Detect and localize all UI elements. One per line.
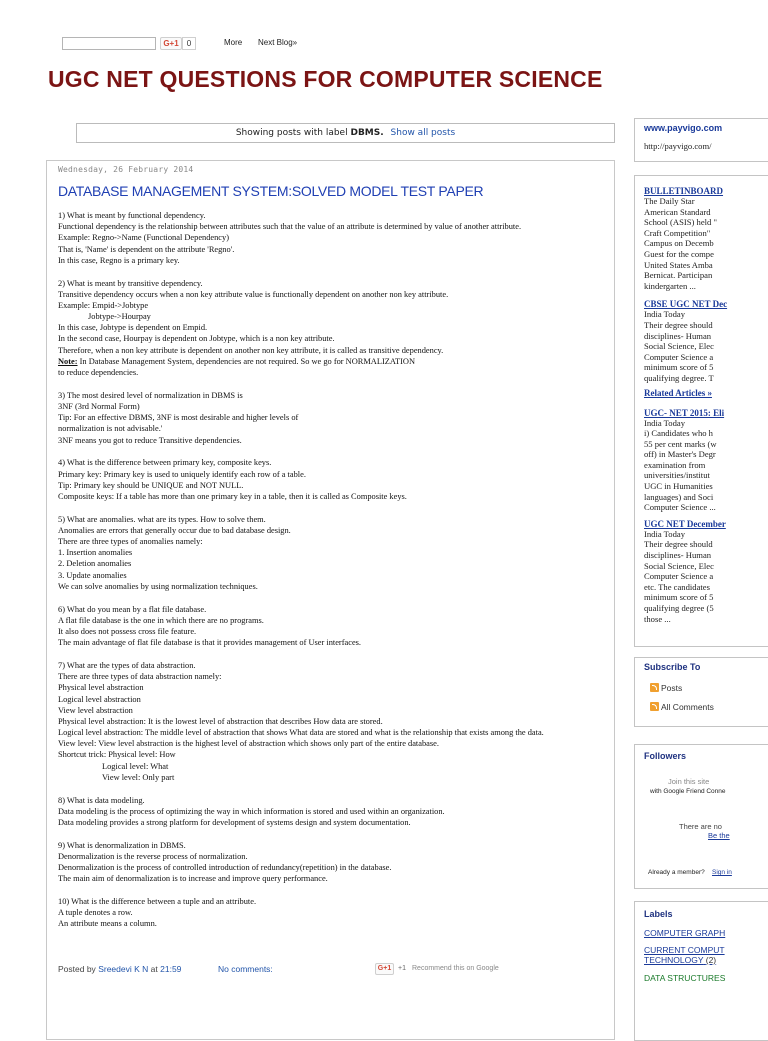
feed-title-link[interactable]: CBSE UGC NET Dec: [644, 299, 728, 310]
feed-line: India Today: [644, 528, 686, 539]
post-line: It also does not possess cross file feature.: [58, 626, 197, 636]
post-line: Denormalization is the reverse process of normalization.: [58, 851, 248, 861]
feed-line: off) in Master's Degr: [644, 449, 716, 460]
ad-title[interactable]: www.payvigo.com: [644, 123, 723, 133]
subscribe-comments[interactable]: [644, 702, 768, 712]
post-line: There are three types of anomalies namely:: [58, 537, 203, 547]
post-gap: [58, 378, 606, 390]
navbar-search-input[interactable]: [62, 37, 156, 50]
post-line: 5) What are anomalies. what are its types. How to solve them.: [58, 514, 266, 524]
post-line: 4) What is the difference between primary key, composite keys.: [58, 458, 272, 468]
post-line: The main advantage of flat file database is that it provides management of User interfaces.: [58, 638, 362, 648]
post-line: Jobtype->Hourpay: [88, 312, 151, 322]
show-all-posts-link[interactable]: Show all posts: [390, 128, 456, 138]
note-label: Note:: [58, 356, 78, 366]
post-time-link[interactable]: 21:59: [160, 964, 182, 974]
feed-line: Their degree should: [644, 539, 713, 550]
post-line: 3NF (3rd Normal Form): [58, 402, 140, 411]
feed-line: Guest for the compe: [644, 248, 714, 259]
subscribe-posts-label: Posts: [661, 683, 683, 693]
feed-title-link[interactable]: UGC NET December: [644, 518, 726, 529]
status-prefix: Showing posts with label: [235, 128, 348, 138]
feed-line: American Standard: [644, 206, 711, 217]
feed-line: those ...: [644, 613, 671, 624]
labels-title: Labels: [644, 909, 673, 919]
post-line: Data modeling is the process of optimizing the way in which information is stored and used within an organization.: [58, 806, 445, 816]
comments-link[interactable]: No comments:: [218, 964, 273, 974]
feed-line: Campus on Decemb: [644, 238, 714, 249]
gplus-button[interactable]: G+1: [160, 37, 182, 50]
post-line: Composite keys: If a table has more than one primary key in a table, then it is called as Composite keys.: [58, 491, 407, 501]
post-line: Data modeling provides a strong platform for development of systems design and system documentation.: [58, 817, 411, 827]
feed-line: etc. The candidates: [644, 581, 710, 592]
label-link[interactable]: COMPUTER GRAPH: [644, 928, 726, 938]
post-line: Functional dependency is the relationship between attributes such that the value of an attribute is determined by value of another attribute.: [58, 222, 522, 232]
feed-line: Their degree should: [644, 319, 713, 330]
post-line: Example: Empid->Jobtype: [58, 300, 149, 310]
followers-join: Join this site: [668, 777, 710, 786]
post-line: In this case, Jobtype is dependent on Empid.: [58, 323, 208, 333]
at-label: at: [150, 964, 158, 974]
feed-line: Social Science, Elec: [644, 341, 714, 352]
ad-widget-content: [644, 123, 768, 152]
subscribe-posts[interactable]: [644, 683, 768, 693]
post-line: Therefore, when a non key attribute is dependent on another non key attribute, it is called as transitive dependency.: [58, 345, 444, 355]
post-line: View level abstraction: [58, 705, 133, 715]
post-date: Wednesday, 26 February 2014: [58, 165, 194, 174]
post-line: 10) What is the difference between a tuple and an attribute.: [58, 897, 257, 907]
feed-line: Computer Science a: [644, 351, 714, 362]
followers-be-first[interactable]: Be the: [708, 831, 730, 840]
author-link[interactable]: Sreedevi K N: [98, 964, 149, 974]
feed-line: kindergarten ...: [644, 280, 696, 291]
post-line: Transitive dependency occurs when a non key attribute value is functionally dependent on another non key attribute.: [58, 289, 449, 299]
feed-line: i) Candidates who h: [644, 428, 713, 439]
post-line: Logical level abstraction: The middle level of abstraction that shows What data are stored and what is the relationship that exists among the data.: [58, 728, 544, 738]
feed-line: examination from: [644, 459, 706, 470]
post-line: 7) What are the types of data abstraction.: [58, 660, 196, 670]
post-line: There are three types of data abstraction namely:: [58, 672, 222, 682]
posted-by-label: Posted by: [58, 964, 96, 974]
post-line: 2. Deletion anomalies: [58, 559, 132, 569]
label-name: TECHNOLOGY: [644, 955, 704, 965]
feed-line: India Today: [644, 417, 686, 428]
followers-signin-link[interactable]: Sign in: [712, 869, 732, 876]
feed-title-link[interactable]: BULLETINBOARD: [644, 186, 724, 196]
followers-there: There are no: [679, 822, 722, 831]
post-line: 8) What is data modeling.: [58, 795, 145, 805]
feed-line: disciplines- Human: [644, 550, 712, 561]
feed-line: Bernicat. Participan: [644, 270, 713, 281]
post-line-note: [58, 356, 606, 367]
post-line: View level: View level abstraction is the highest level of abstraction which shows only part of the entire database.: [58, 739, 439, 749]
post-line: to reduce dependencies.: [58, 368, 139, 378]
plus1-count: +1: [398, 965, 406, 972]
feed-line: languages) and Soci: [644, 491, 714, 502]
post-line: Primary key: Primary key is used to uniquely identify each row of a table.: [58, 469, 306, 479]
post-line: 3NF means you got to reduce Transitive dependencies.: [58, 435, 242, 445]
post-line: That is, 'Name' is dependent on the attribute 'Regno'.: [58, 244, 235, 254]
subscribe-comments-label: All Comments: [661, 702, 714, 712]
feed-line: 55 per cent marks (w: [644, 438, 717, 449]
more-link[interactable]: More: [224, 38, 243, 47]
feed-line: minimum score of 5: [644, 592, 714, 603]
ad-url[interactable]: http://payvigo.com/: [644, 141, 712, 151]
post-gap: [58, 648, 606, 660]
post-line: Tip: For an effective DBMS, 3NF is most desirable and higher levels of: [58, 413, 299, 423]
post-line: Shortcut trick: Physical level: How: [58, 750, 176, 760]
news-feed-content: [644, 186, 768, 624]
post-line: An attribute means a column.: [58, 919, 157, 929]
post-gap: [58, 828, 606, 840]
feed-line: The Daily Star: [644, 196, 695, 206]
subscribe-content: [644, 662, 768, 712]
post-line: A tuple denotes a row.: [58, 908, 133, 918]
post-line: 9) What is denormalization in DBMS.: [58, 840, 186, 850]
post-footer: [58, 963, 610, 977]
post-gplus-button[interactable]: G+1: [375, 963, 394, 975]
feed-icon: [650, 683, 659, 692]
note-text: In Database Management System, dependencies are not required. So we go for NORMALIZATION: [79, 356, 415, 366]
post-title[interactable]: DATABASE MANAGEMENT SYSTEM:SOLVED MODEL TEST PAPER: [58, 183, 484, 199]
status-label: DBMS.: [350, 128, 384, 138]
feed-icon: [650, 702, 659, 711]
feed-line: disciplines- Human: [644, 330, 712, 341]
post-gap: [58, 446, 606, 458]
feed-line: Computer Science ...: [644, 502, 716, 513]
post-line: In this case, Regno is a primary key.: [58, 255, 180, 265]
post-gap: [58, 783, 606, 795]
label-link-data-structures[interactable]: DATA STRUCTURES: [644, 973, 726, 983]
feed-line: Craft Competition": [644, 227, 711, 238]
subscribe-title: Subscribe To: [644, 662, 701, 672]
feed-line: qualifying degree. T: [644, 372, 714, 383]
post-line: Tip: Primary key should be UNIQUE and NOT NULL.: [58, 480, 244, 490]
post-line: View level: Only part: [102, 772, 175, 782]
post-line: The main aim of denormalization is to increase and improve query performance.: [58, 874, 328, 884]
post-line: A flat file database is the one in which there are no programs.: [58, 615, 264, 625]
post-line: 6) What do you mean by a flat file database.: [58, 604, 207, 614]
post-line: Anomalies are errors that generally occur due to bad database design.: [58, 525, 291, 535]
feed-line: India Today: [644, 309, 686, 320]
feed-line: UGC in Humanities: [644, 481, 713, 492]
labels-content: [644, 909, 768, 983]
followers-with: with Google Friend Conne: [650, 788, 726, 795]
feed-line: United States Amba: [644, 259, 713, 270]
post-line: In the second case, Hourpay is dependent on Jobtype, which is a non key attribute.: [58, 334, 335, 344]
post-line: We can solve anomalies by using normalization techniques.: [58, 581, 258, 591]
feed-line: School (ASIS) held ": [644, 217, 717, 228]
related-articles-link[interactable]: Related Articles »: [644, 387, 712, 398]
feed-line: qualifying degree (5: [644, 603, 714, 613]
blogger-navbar: [0, 0, 768, 58]
label-link-wrap[interactable]: [644, 955, 768, 965]
post-line: 3) The most desired level of normalization in DBMS is: [58, 390, 243, 400]
feed-line: minimum score of 5: [644, 362, 714, 373]
post-byline: [58, 964, 181, 974]
next-blog-link[interactable]: Next Blog»: [258, 38, 298, 47]
post-gap: [58, 502, 606, 514]
post-line: Logical level: What: [102, 761, 169, 771]
blog-title[interactable]: UGC NET QUESTIONS FOR COMPUTER SCIENCE: [48, 66, 603, 92]
gplus-count: 0: [182, 37, 196, 50]
post-body: [58, 210, 606, 930]
label-count: (2): [705, 955, 717, 965]
followers-title: Followers: [644, 751, 687, 761]
post-line: Logical level abstraction: [58, 694, 141, 704]
label-status-bar: [76, 123, 615, 143]
feed-line: Computer Science a: [644, 571, 714, 582]
feed-line: Social Science, Elec: [644, 560, 714, 571]
label-link[interactable]: CURRENT COMPUT: [644, 945, 725, 955]
post-line: Example: Regno->Name (Functional Dependency): [58, 233, 230, 243]
feed-title-link[interactable]: UGC- NET 2015: Eli: [644, 407, 725, 418]
post-line: 3. Update anomalies: [58, 570, 127, 580]
post-line: 2) What is meant by transitive dependency.: [58, 278, 203, 288]
post-line: Physical level abstraction: It is the lowest level of abstraction that describes How data are stored.: [58, 716, 383, 726]
post-gap: [58, 592, 606, 604]
post-line: Denormalization is the process of controlled introduction of redundancy(repetition) in the database.: [58, 863, 392, 873]
followers-already: Already a member?: [648, 869, 705, 876]
post-line: Physical level abstraction: [58, 683, 144, 693]
post-line: normalization is not advisable.': [58, 424, 163, 434]
post-gap: [58, 885, 606, 897]
recommend-text: Recommend this on Google: [412, 965, 499, 972]
post-gap: [58, 266, 606, 278]
followers-content: [644, 751, 768, 881]
post-line: 1) What is meant by functional dependency.: [58, 211, 206, 220]
post-line: 1. Insertion anomalies: [58, 548, 133, 558]
feed-line: universities/institut: [644, 470, 710, 481]
